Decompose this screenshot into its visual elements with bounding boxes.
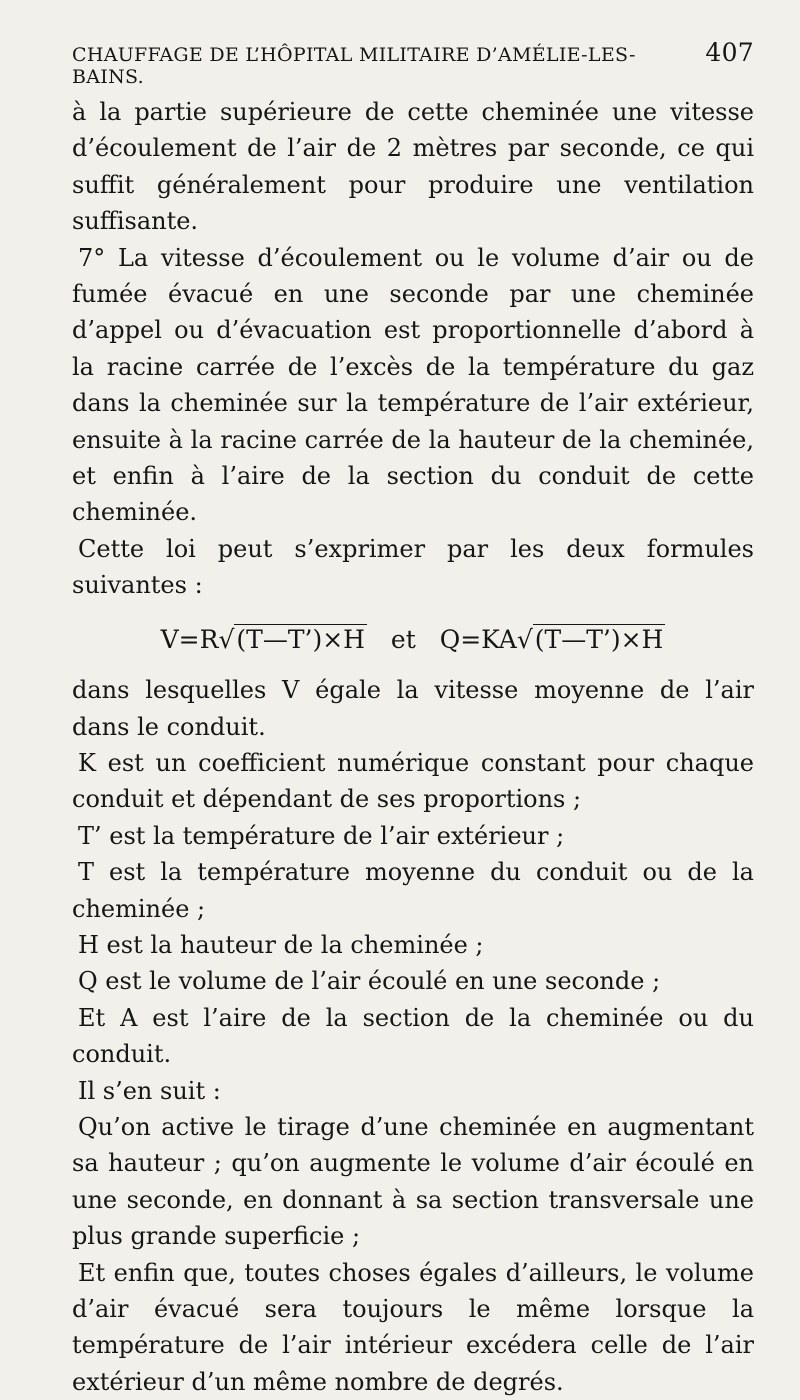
- paragraph: Il s’en suit :: [78, 1076, 221, 1105]
- header-title: CHAUFFAGE DE L’HÔPITAL MILITAIRE D’AMÉLIE-LES-BAINS.: [72, 44, 636, 88]
- formula-conjunction: et: [390, 624, 416, 654]
- running-header: [72, 38, 754, 88]
- paragraph: T est la température moyenne du conduit ou de la cheminée ;: [72, 858, 754, 923]
- paragraph: Et enfin que, toutes choses égales d’ailleurs, le volume d’air évacué sera toujours le même lorsque la température de l’air intérieur excédera celle de l’air extérieur d’un même nombre de degrés.: [72, 1258, 754, 1396]
- paragraph: dans lesquelles V égale la vitesse moyenne de l’air dans le conduit.: [72, 676, 754, 741]
- formula-volume-radicand: (T—T’)×H: [534, 624, 664, 654]
- formula: [72, 622, 754, 658]
- formula-velocity-left: V=R√: [160, 624, 235, 654]
- paragraph: Qu’on active le tirage d’une cheminée en augmentant sa hauteur ; qu’on augmente le volume d’air écoulé en une seconde, en donnant à sa section transversale une plus grande superficie ;: [72, 1112, 754, 1251]
- paragraph: à la partie supérieure de cette cheminée une vitesse d’écoulement de l’air de 2 mètres par seconde, ce qui suffit généralement pour produire une ventilation suffisante.: [72, 98, 754, 236]
- paragraph: Et A est l’aire de la section de la cheminée ou du conduit.: [72, 1003, 754, 1069]
- formula-volume-left: Q=KA√: [439, 624, 533, 654]
- page-body: [72, 94, 754, 1400]
- paragraph: Q est le volume de l’air écoulé en une seconde ;: [78, 967, 661, 996]
- formula-velocity-radicand: (T—T’)×H: [236, 624, 365, 654]
- paragraph: H est la hauteur de la cheminée ;: [78, 930, 484, 959]
- paragraph: T’ est la température de l’air extérieur ;: [78, 821, 565, 850]
- paragraph: Cette loi peut s’exprimer par les deux formules suivantes :: [72, 534, 754, 600]
- paragraph: K est un coefficient numérique constant pour chaque conduit et dépendant de ses proportions ;: [72, 748, 754, 814]
- paragraph: 7° La vitesse d’écoulement ou le volume d’air ou de fumée évacué en une seconde par une cheminée d’appel ou d’évacuation est proportionnelle d’abord à la racine carrée de l’excès de la température du gaz dans la cheminée sur la température de l’air extérieur, ensuite à la racine carrée de la hauteur de la cheminée, et enfin à l’aire de la section du conduit de cette cheminée.: [72, 243, 754, 527]
- page-number: 407: [705, 38, 754, 67]
